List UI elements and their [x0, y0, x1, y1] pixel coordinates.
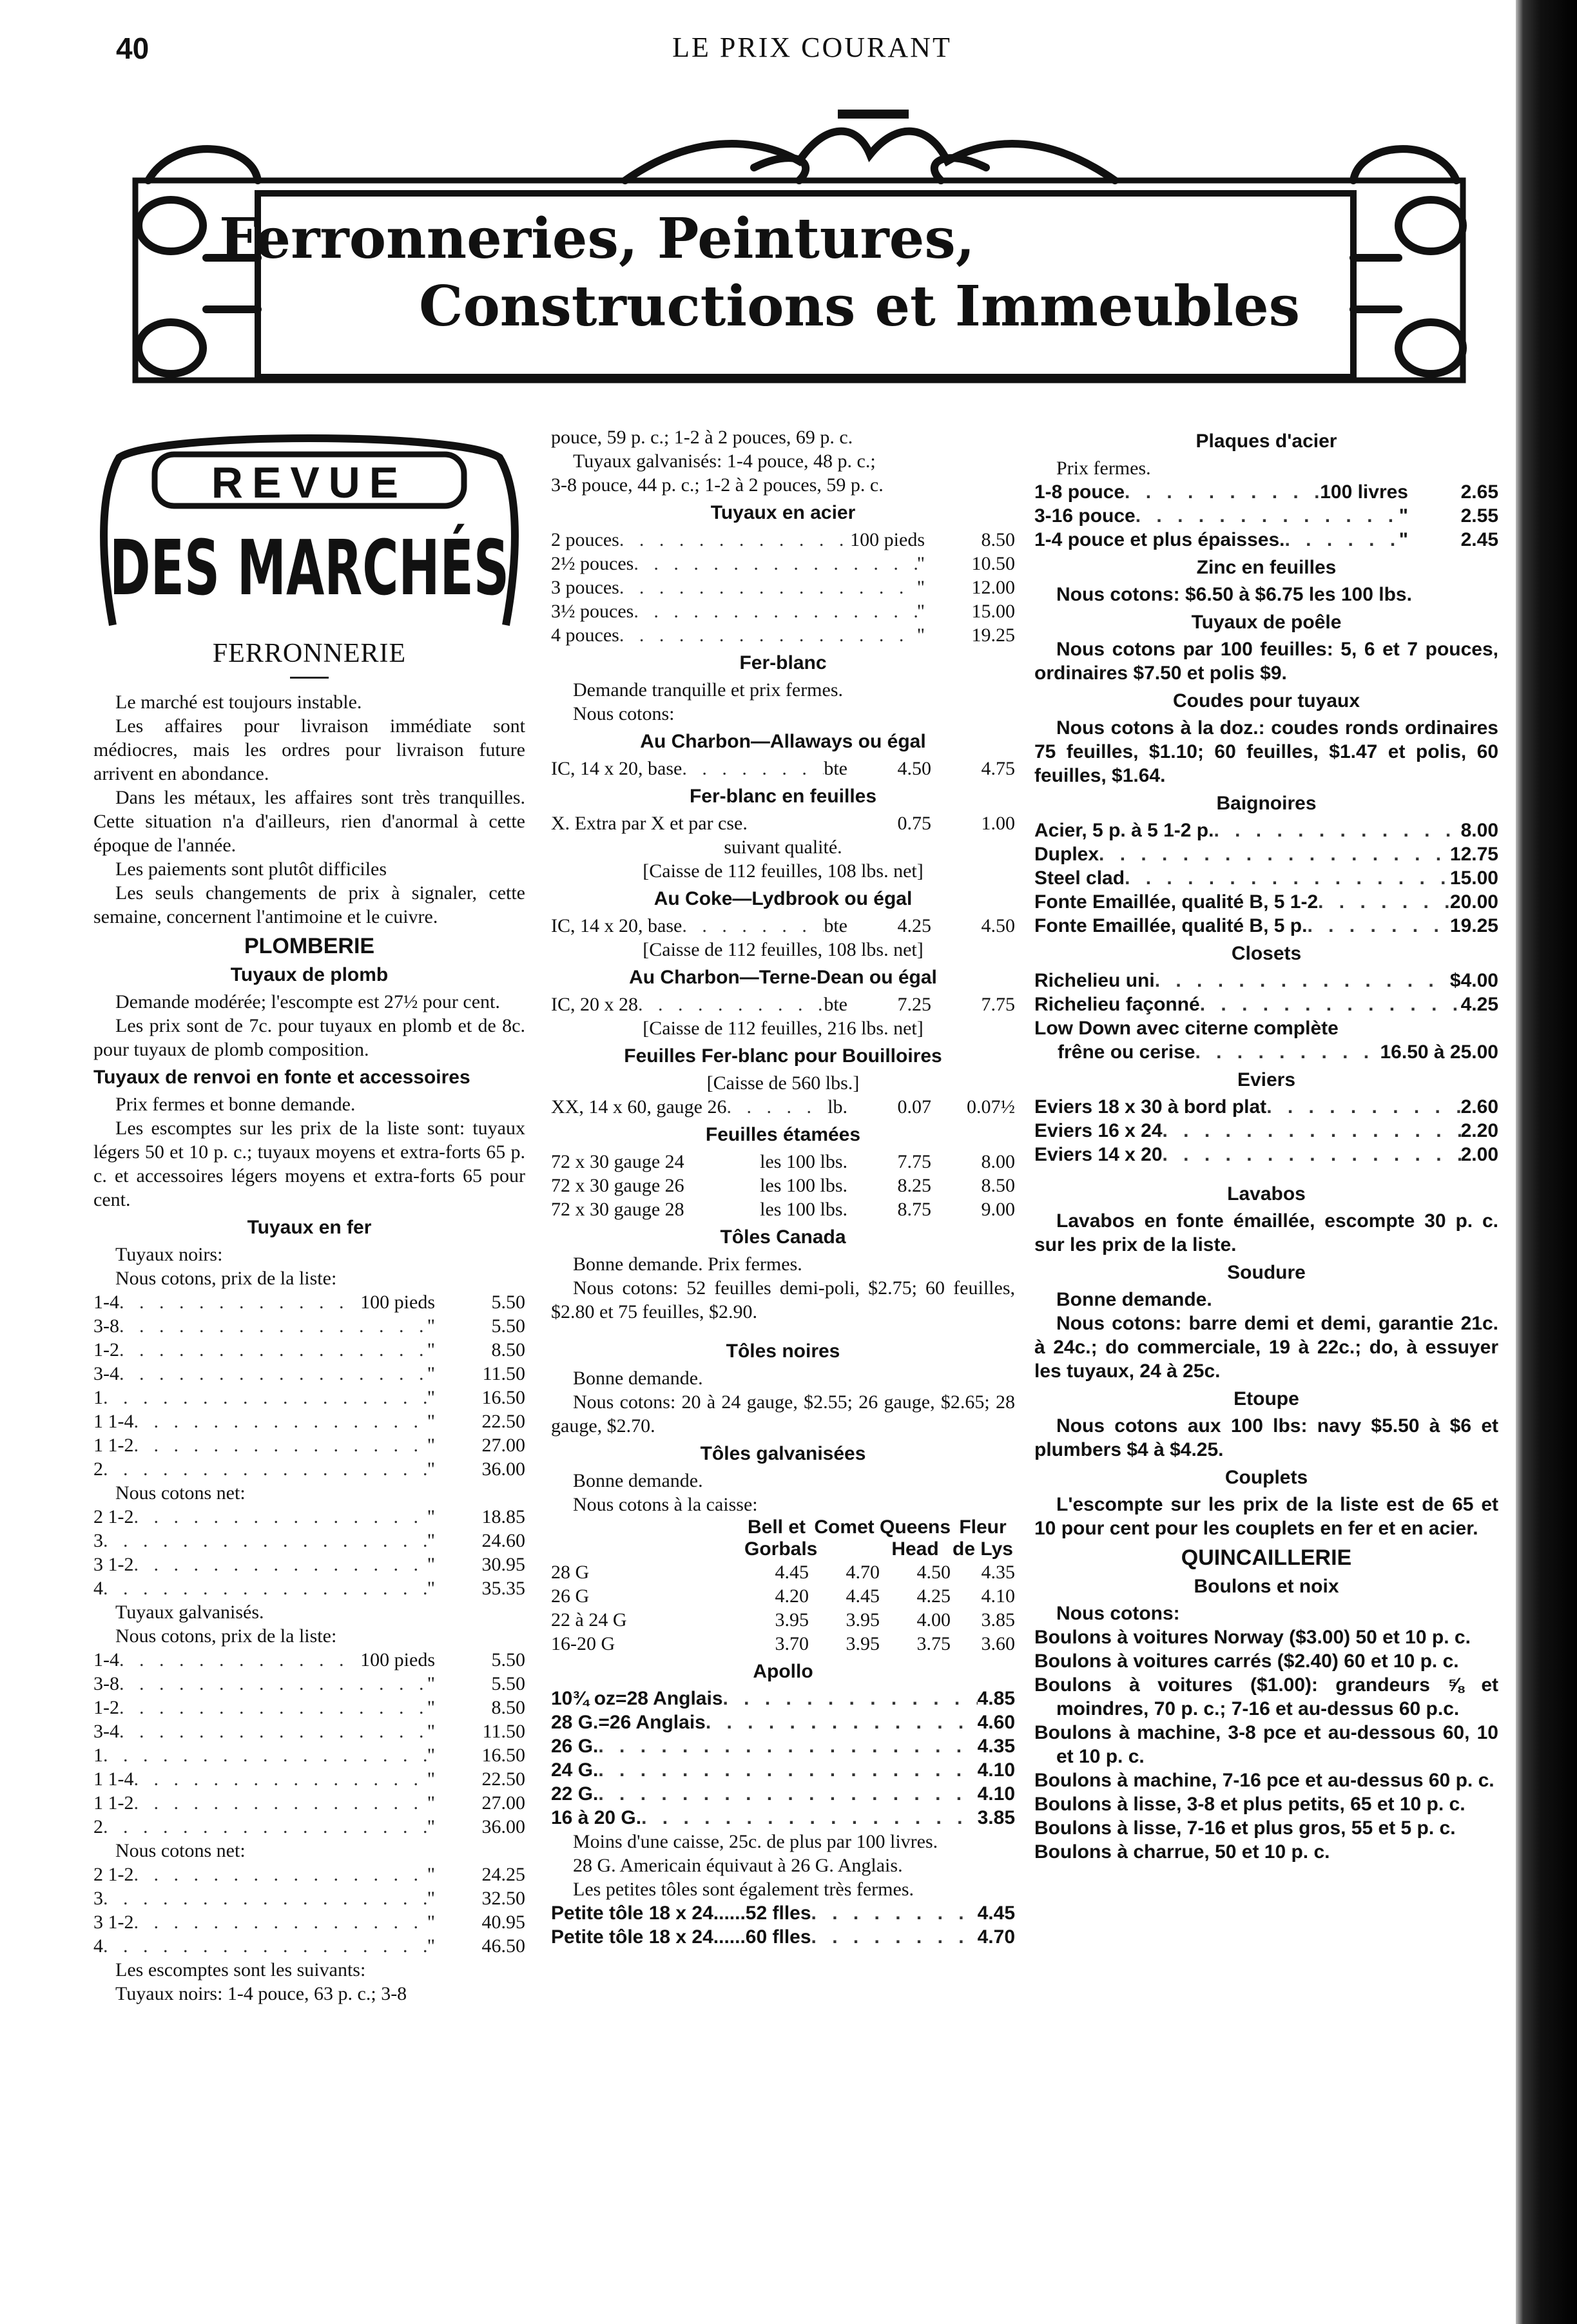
price-row: 3 1-2 . . . " 40.95 [93, 1910, 525, 1934]
heading-toles-canada: Tôles Canada [720, 1226, 846, 1248]
canada-para: Bonne demande. Prix fermes. [573, 1254, 802, 1275]
table-header: Comet [814, 1516, 875, 1538]
price-list-noirs-net [93, 1505, 525, 1600]
intro-para: Le marché est toujours instable. [115, 692, 362, 713]
table-cell: 3.70 [775, 1633, 809, 1654]
table-cell: 4.20 [775, 1585, 809, 1607]
price-row: IC, 14 x 20, base . . . bte 4.50 4.75 [551, 757, 1015, 780]
continued-text: Tuyaux galvanisés: 1-4 pouce, 48 p. c.; [573, 450, 876, 472]
price-row: 3-16 pouce . . . " 2.55 [1034, 504, 1498, 528]
banner-line-2: Constructions et Immeubles [419, 274, 1301, 339]
heading-eviers: Eviers [1237, 1069, 1296, 1090]
table-cell: 4.35 [981, 1562, 1015, 1583]
heading-zinc: Zinc en feuilles [1196, 557, 1337, 578]
price-row: 1-8 pouce . . . 100 livres 2.65 [1034, 480, 1498, 504]
couplets-para: L'escompte sur les prix de la liste est de 65 et 10 pour cent pour les couplets en fer et en acier. [1034, 1494, 1498, 1539]
price-row: Fonte Emaillée, qualité B, 5 p. . . . 19.25 [1034, 914, 1498, 938]
logo-des-marches: DES MARCHÉS [110, 523, 509, 612]
price-row: 26 G. . . . 4.35 [551, 1734, 1015, 1758]
price-row: Fonte Emaillée, qualité B, 5 1-2 . . . 20.00 [1034, 890, 1498, 914]
list-item: Boulons à voitures carrés ($2.40) 60 et 10 p. c. [1034, 1651, 1459, 1672]
section-rule [290, 677, 329, 679]
list-item: Boulons à machine, 3-8 pce et au-dessous 60, 10 et 10 p. c. [1034, 1722, 1498, 1767]
price-row: IC, 20 x 28 . . . bte 7.25 7.75 [551, 993, 1015, 1016]
table-cell: 3.75 [916, 1633, 951, 1654]
price-list-eviers [1034, 1095, 1498, 1167]
heading-bouilloires: Feuilles Fer-blanc pour Bouilloires [624, 1045, 942, 1067]
heading-tuyaux-fer: Tuyaux en fer [247, 1217, 372, 1238]
price-row: IC, 14 x 20, base . . . bte 4.25 4.50 [551, 914, 1015, 938]
heading-fer-blanc: Fer-blanc [739, 652, 827, 673]
renvoi-para: Les escomptes sur les prix de la liste sont: tuyaux légers 50 et 10 p. c.; tuyaux moyens et extra-forts 65 p. c. et accessoires légers moyens et extra-forts 65 pour cent. [93, 1118, 525, 1210]
table-header: Bell et Gorbals [744, 1516, 818, 1560]
price-list-acier [551, 528, 1015, 647]
heading-toles-galvanisees: Tôles galvanisées [700, 1443, 866, 1464]
price-row: Duplex . . . 12.75 [1034, 842, 1498, 866]
intro-para: Les affaires pour livraison immédiate sont médiocres, mais les ordres pour livraison future arrivent en abondance. [93, 715, 525, 784]
price-row: Richelieu uni . . . $4.00 [1034, 969, 1498, 993]
price-row: 22 G. . . . 4.10 [551, 1782, 1015, 1806]
price-row: 2½ pouces . . . " 10.50 [551, 552, 1015, 576]
price-row: 1-4 . . . 100 pieds 5.50 [93, 1290, 525, 1314]
table-cell: 4.10 [981, 1585, 1015, 1607]
price-row: 1-4 . . . 100 pieds 5.50 [93, 1648, 525, 1672]
section-ferronnerie: FERRONNERIE [212, 639, 407, 668]
price-row: 1-4 pouce et plus épaisses. . . . " 2.45 [1034, 528, 1498, 552]
table-cell: 4.45 [846, 1585, 880, 1607]
caisse-note: [Caisse de 560 lbs.] [706, 1072, 860, 1094]
renvoi-para: Prix fermes et bonne demande. [115, 1094, 356, 1115]
price-row: 4 . . . " 46.50 [93, 1934, 525, 1958]
caisse-note: [Caisse de 112 feuilles, 108 lbs. net] [643, 860, 924, 882]
intro-para: Dans les métaux, les affaires sont très tranquilles. Cette situation n'a d'ailleurs, rien d'anormal à cette époque de l'année. [93, 787, 525, 856]
lavabos-para: Lavabos en fonte émaillée, escompte 30 p. c. sur les prix de la liste. [1034, 1210, 1498, 1255]
price-row: 24 G. . . . 4.10 [551, 1758, 1015, 1782]
revue-des-marches-logo [93, 425, 525, 632]
canada-para: Nous cotons: 52 feuilles demi-poli, $2.75; 60 feuilles, $2.80 et 75 feuilles, $2.90. [551, 1277, 1015, 1322]
page-number: 40 [116, 32, 150, 65]
subsection-quincaillerie: QUINCAILLERIE [1181, 1545, 1352, 1570]
list-item: Boulons à voitures Norway ($3.00) 50 et 10 p. c. [1034, 1627, 1471, 1648]
table-cell: 3.85 [981, 1609, 1015, 1631]
label-tuyaux-noirs: Tuyaux noirs: [115, 1244, 223, 1265]
table-cell: 4.25 [916, 1585, 951, 1607]
page-edge-shadow [1516, 0, 1577, 2324]
price-row: 2 1-2 . . . " 24.25 [93, 1863, 525, 1886]
plomb-para: Demande modérée; l'escompte est 27½ pour cent. [115, 991, 500, 1012]
heading-apollo: Apollo [753, 1661, 813, 1682]
price-row: 10¾ oz=28 Anglais . . . 4.85 [551, 1687, 1015, 1710]
feuilles-note: suivant qualité. [724, 837, 842, 858]
caisse-note: [Caisse de 112 feuilles, 108 lbs. net] [643, 939, 924, 960]
table-cell: 4.45 [775, 1562, 809, 1583]
list-item: Boulons à lisse, 3-8 et plus petits, 65 et 10 p. c. [1034, 1794, 1466, 1815]
intro-para: Les paiements sont plutôt difficiles [115, 858, 387, 880]
table-cell: 22 à 24 G [551, 1609, 627, 1631]
heading-couplets: Couplets [1224, 1467, 1308, 1488]
price-list-closets [1034, 969, 1498, 1016]
price-row: frêne ou cerise . . . 16.50 à 25.00 [1034, 1040, 1498, 1064]
price-list-plaques [1034, 480, 1498, 552]
column-3 [1034, 425, 1498, 1864]
heading-lavabos: Lavabos [1227, 1183, 1306, 1205]
journal-title: LE PRIX COURANT [672, 32, 952, 63]
price-row: 3-8 . . . " 5.50 [93, 1314, 525, 1338]
price-row: Petite tôle 18 x 24......60 flles . . . 4.70 [551, 1925, 1015, 1949]
price-row: Eviers 16 x 24 . . . 2.20 [1034, 1119, 1498, 1143]
price-list-baignoires [1034, 818, 1498, 938]
table-cell: 3.95 [775, 1609, 809, 1631]
heading-etoupe: Etoupe [1234, 1388, 1299, 1409]
apollo-para: Les petites tôles sont également très fermes. [573, 1879, 914, 1900]
toles-galvanisees-table [551, 1516, 1015, 1656]
price-row: 28 G.=26 Anglais . . . 4.60 [551, 1710, 1015, 1734]
price-row: Richelieu façonné . . . 4.25 [1034, 993, 1498, 1016]
price-row: 3-4 . . . " 11.50 [93, 1719, 525, 1743]
list-item: Boulons à charrue, 50 et 10 p. c. [1034, 1841, 1330, 1863]
lowdown-line: Low Down avec citerne complète [1034, 1018, 1339, 1039]
heading-feuilles-etamees: Feuilles étamées [705, 1124, 861, 1145]
price-row: Petite tôle 18 x 24......52 flles . . . 4.45 [551, 1901, 1015, 1925]
caisse-note: [Caisse de 112 feuilles, 216 lbs. net] [643, 1018, 924, 1039]
price-row: 16 à 20 G. . . . 3.85 [551, 1806, 1015, 1830]
price-row: 1 . . . " 16.50 [93, 1386, 525, 1409]
price-row: 1-2 . . . " 8.50 [93, 1696, 525, 1719]
table-cell: 4.00 [916, 1609, 951, 1631]
table-cell: 3.95 [846, 1609, 880, 1631]
column-2 [551, 425, 1015, 1949]
heading-tuyaux-plomb: Tuyaux de plomb [230, 964, 389, 985]
etoupe-para: Nous cotons aux 100 lbs: navy $5.50 à $6 et plumbers $4 à $4.25. [1034, 1415, 1498, 1460]
price-row: 2 . . . " 36.00 [93, 1457, 525, 1481]
boulons-list [1034, 1625, 1498, 1864]
price-row: 4 . . . " 35.35 [93, 1576, 525, 1600]
heading-coke: Au Coke—Lydbrook ou égal [653, 888, 913, 909]
table-cell: 26 G [551, 1585, 590, 1607]
price-row: 1 1-2 . . . " 27.00 [93, 1433, 525, 1457]
heading-plaques-acier: Plaques d'acier [1195, 431, 1337, 452]
price-row: Steel clad . . . 15.00 [1034, 866, 1498, 890]
list-item: Boulons à voitures ($1.00): grandeurs ⅝ et moindres, 70 p. c.; 7-16 et au-dessus 60 p.c. [1034, 1674, 1498, 1719]
label-galv-net: Nous cotons net: [115, 1840, 246, 1861]
noires-para: Bonne demande. [573, 1368, 703, 1389]
noires-para: Nous cotons: 20 à 24 gauge, $2.55; 26 gauge, $2.65; 28 gauge, $2.70. [551, 1391, 1015, 1437]
plomb-para: Les prix sont de 7c. pour tuyaux en plomb et de 8c. pour tuyaux de plomb composition. [93, 1015, 525, 1060]
price-list-etamees [551, 1150, 1015, 1221]
price-row: 72 x 30 gauge 24 les 100 lbs. 7.75 8.00 [551, 1151, 1015, 1172]
apollo-para: Moins d'une caisse, 25c. de plus par 100 livres. [573, 1831, 938, 1852]
price-row: Eviers 14 x 20 . . . 2.00 [1034, 1143, 1498, 1167]
price-row: 72 x 30 gauge 28 les 100 lbs. 8.75 9.00 [551, 1199, 1015, 1220]
label-prix-liste: Nous cotons, prix de la liste: [115, 1268, 337, 1289]
heading-fer-blanc-feuilles: Fer-blanc en feuilles [689, 786, 877, 807]
label-galv-liste: Nous cotons, prix de la liste: [115, 1625, 337, 1647]
price-row: 72 x 30 gauge 26 les 100 lbs. 8.25 8.50 [551, 1175, 1015, 1196]
heading-tuyaux-renvoi: Tuyaux de renvoi en fonte et accessoires [93, 1067, 470, 1088]
price-list-galv-net [93, 1863, 525, 1958]
soudure-para: Nous cotons: barre demi et demi, garantie 21c. à 24c.; do commerciale, 19 à 22c.; do, à essuyer les tuyaux, 24 à 25c. [1034, 1313, 1498, 1382]
table-cell: 3.95 [846, 1633, 880, 1654]
price-row: 3 1-2 . . . " 30.95 [93, 1553, 525, 1576]
table-cell: 4.70 [846, 1562, 880, 1583]
price-list-noirs [93, 1290, 525, 1481]
continued-text: pouce, 59 p. c.; 1-2 à 2 pouces, 69 p. c. [551, 427, 853, 448]
table-cell: 4.50 [916, 1562, 951, 1583]
table-cell: 3.60 [981, 1633, 1015, 1654]
galv-para: Nous cotons à la caisse: [573, 1494, 758, 1515]
price-row: 3 pouces . . . " 12.00 [551, 576, 1015, 599]
price-row: Eviers 18 x 30 à bord plat . . . 2.60 [1034, 1095, 1498, 1119]
coudes-para: Nous cotons à la doz.: coudes ronds ordinaires 75 feuilles, $1.10; 60 feuilles, $1.47 et polis, 60 feuilles, $1.64. [1034, 717, 1498, 786]
heading-terne-dean: Au Charbon—Terne-Dean ou égal [629, 967, 937, 988]
table-header: Queens Head [880, 1516, 951, 1560]
table-header: Fleur de Lys [953, 1516, 1013, 1560]
price-row: 3 . . . " 24.60 [93, 1529, 525, 1553]
intro-para: Les seuls changements de prix à signaler, cette semaine, concernent l'antimoine et le cuivre. [93, 882, 525, 927]
logo-revue: REVUE [211, 458, 408, 507]
price-row: 1 1-2 . . . " 27.00 [93, 1791, 525, 1815]
running-head [116, 31, 1508, 76]
soudure-para: Bonne demande. [1056, 1289, 1212, 1310]
ferblanc-para: Demande tranquille et prix fermes. [573, 679, 844, 701]
label-net: Nous cotons net: [115, 1482, 246, 1504]
continued-text: 3-8 pouce, 44 p. c.; 1-2 à 2 pouces, 59 p. c. [551, 474, 884, 496]
heading-allaways: Au Charbon—Allaways ou égal [640, 731, 926, 752]
price-row: 3 . . . " 32.50 [93, 1886, 525, 1910]
banner-line-1: Ferronneries, Peintures, [219, 206, 975, 271]
price-row: Acier, 5 p. à 5 1-2 p. . . . 8.00 [1034, 818, 1498, 842]
heading-coudes: Coudes pour tuyaux [1172, 690, 1360, 712]
escomptes-label: Les escomptes sont les suivants: [115, 1959, 366, 1980]
label-galvanises: Tuyaux galvanisés. [115, 1602, 264, 1623]
price-row: 3-8 . . . " 5.50 [93, 1672, 525, 1696]
heading-tuyaux-acier: Tuyaux en acier [710, 502, 856, 523]
heading-closets: Closets [1231, 943, 1302, 964]
subsection-plomberie: PLOMBERIE [244, 934, 375, 958]
price-row: 2 pouces . . . 100 pieds 8.50 [551, 528, 1015, 552]
heading-soudure: Soudure [1227, 1262, 1306, 1283]
price-row: 1-2 . . . " 8.50 [93, 1338, 525, 1362]
apollo-para: 28 G. Americain équivaut à 26 G. Anglais. [573, 1855, 903, 1876]
heading-tuyaux-poele: Tuyaux de poêle [1191, 612, 1342, 633]
heading-boulons: Boulons et noix [1194, 1576, 1339, 1597]
heading-toles-noires: Tôles noires [726, 1341, 840, 1362]
boulons-intro: Nous cotons: [1056, 1603, 1180, 1624]
column-1 [93, 425, 525, 2006]
galv-para: Bonne demande. [573, 1470, 703, 1491]
price-row: 2 1-2 . . . " 18.85 [93, 1505, 525, 1529]
title-banner [110, 110, 1489, 393]
price-row: 2 . . . " 36.00 [93, 1815, 525, 1839]
price-list-galv [93, 1648, 525, 1839]
zinc-para: Nous cotons: $6.50 à $6.75 les 100 lbs. [1056, 584, 1412, 605]
price-row: 3½ pouces . . . " 15.00 [551, 599, 1015, 623]
ferblanc-para: Nous cotons: [573, 703, 675, 724]
price-list-petites [551, 1901, 1015, 1949]
table-cell: 28 G [551, 1562, 590, 1583]
poele-para: Nous cotons par 100 feuilles: 5, 6 et 7 pouces, ordinaires $7.50 et polis $9. [1034, 639, 1498, 684]
table-cell: 16-20 G [551, 1633, 615, 1654]
price-row: 1 1-4 . . . " 22.50 [93, 1767, 525, 1791]
list-item: Boulons à machine, 7-16 pce et au-dessus 60 p. c. [1034, 1770, 1495, 1791]
price-row: 4 pouces . . . " 19.25 [551, 623, 1015, 647]
escomptes-noirs: Tuyaux noirs: 1-4 pouce, 63 p. c.; 3-8 [115, 1983, 407, 2004]
banner-title [110, 110, 1489, 393]
price-list-apollo [551, 1687, 1015, 1830]
price-row: XX, 14 x 60, gauge 26 . . . lb. 0.07 0.07½ [551, 1095, 1015, 1119]
price-row: 3-4 . . . " 11.50 [93, 1362, 525, 1386]
price-row: 1 1-4 . . . " 22.50 [93, 1409, 525, 1433]
price-row: X. Extra par X et par cse. 0.75 1.00 [551, 813, 1015, 834]
price-row: 1 . . . " 16.50 [93, 1743, 525, 1767]
list-item: Boulons à lisse, 7-16 et plus gros, 55 et 5 p. c. [1034, 1817, 1456, 1839]
heading-baignoires: Baignoires [1216, 793, 1317, 814]
plaques-para: Prix fermes. [1056, 458, 1151, 479]
